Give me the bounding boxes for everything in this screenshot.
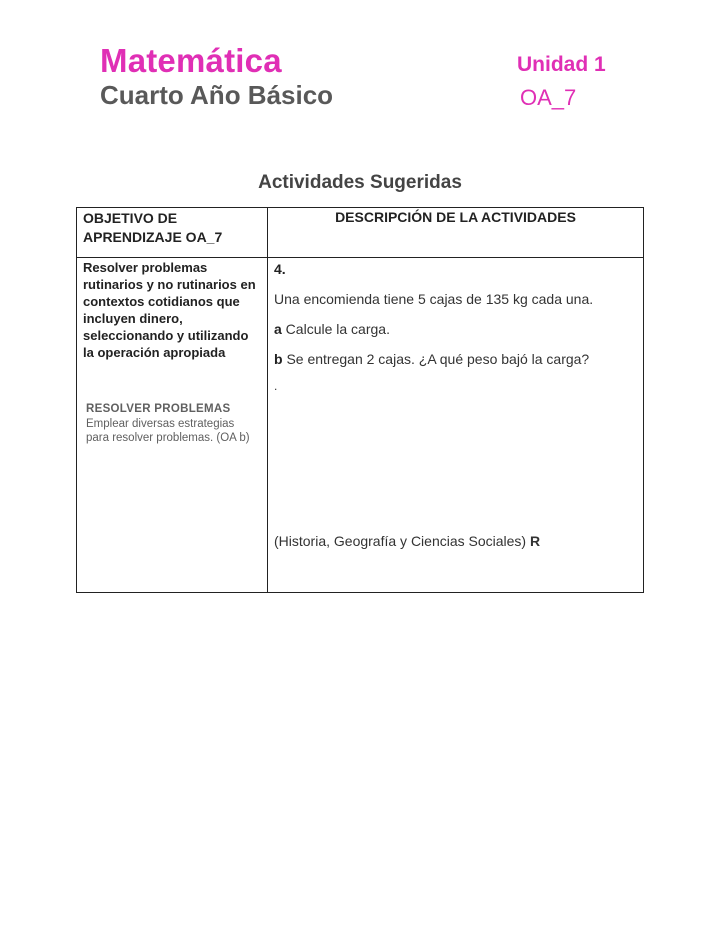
subject-title: Matemática [100,42,282,79]
table-row [77,258,644,593]
skill-text [86,417,261,445]
activity-number: 4. [274,261,286,277]
item-b-text: Se entregan 2 cajas. ¿A qué peso bajó la carga? [282,351,590,367]
activity-dot: . [274,379,278,393]
unit-label: Unidad 1 [517,53,606,76]
oa-label: OA_7 [520,85,577,110]
objective-text: Resolver problemas rutinarios y no rutinarios en contextos cotidianos que incluyen dinero, seleccionando y utilizando la operación apropiada [83,260,256,360]
activity-source [274,533,540,549]
source-text: (Historia, Geografía y Ciencias Sociales) [274,533,530,549]
skill-box [86,403,261,445]
objective-cell [77,258,268,593]
activity-cell [268,258,644,593]
activity-statement: Una encomienda tiene 5 cajas de 135 kg cada una. [274,291,594,307]
item-a-letter: a [274,321,282,337]
skill-title: RESOLVER PROBLEMAS [86,403,231,415]
activities-table [76,207,644,593]
grade-title: Cuarto Año Básico [100,80,334,110]
section-title: Actividades Sugeridas [258,172,462,193]
source-mark: R [530,533,541,549]
description-column-header: DESCRIPCIÓN DE LA ACTIVIDADES [268,208,644,258]
activity-item-b [274,351,637,367]
item-a-text: Calcule la carga. [281,321,390,337]
item-b-letter: b [274,351,283,367]
skill-text-line-2: para resolver problemas. (OA b) [86,432,250,444]
table-header-row [77,208,644,258]
objective-column-header: OBJETIVO DE APRENDIZAJE OA_7 [77,208,268,258]
activity-item-a [274,321,637,337]
skill-text-line-1: Emplear diversas estrategias [86,418,235,430]
